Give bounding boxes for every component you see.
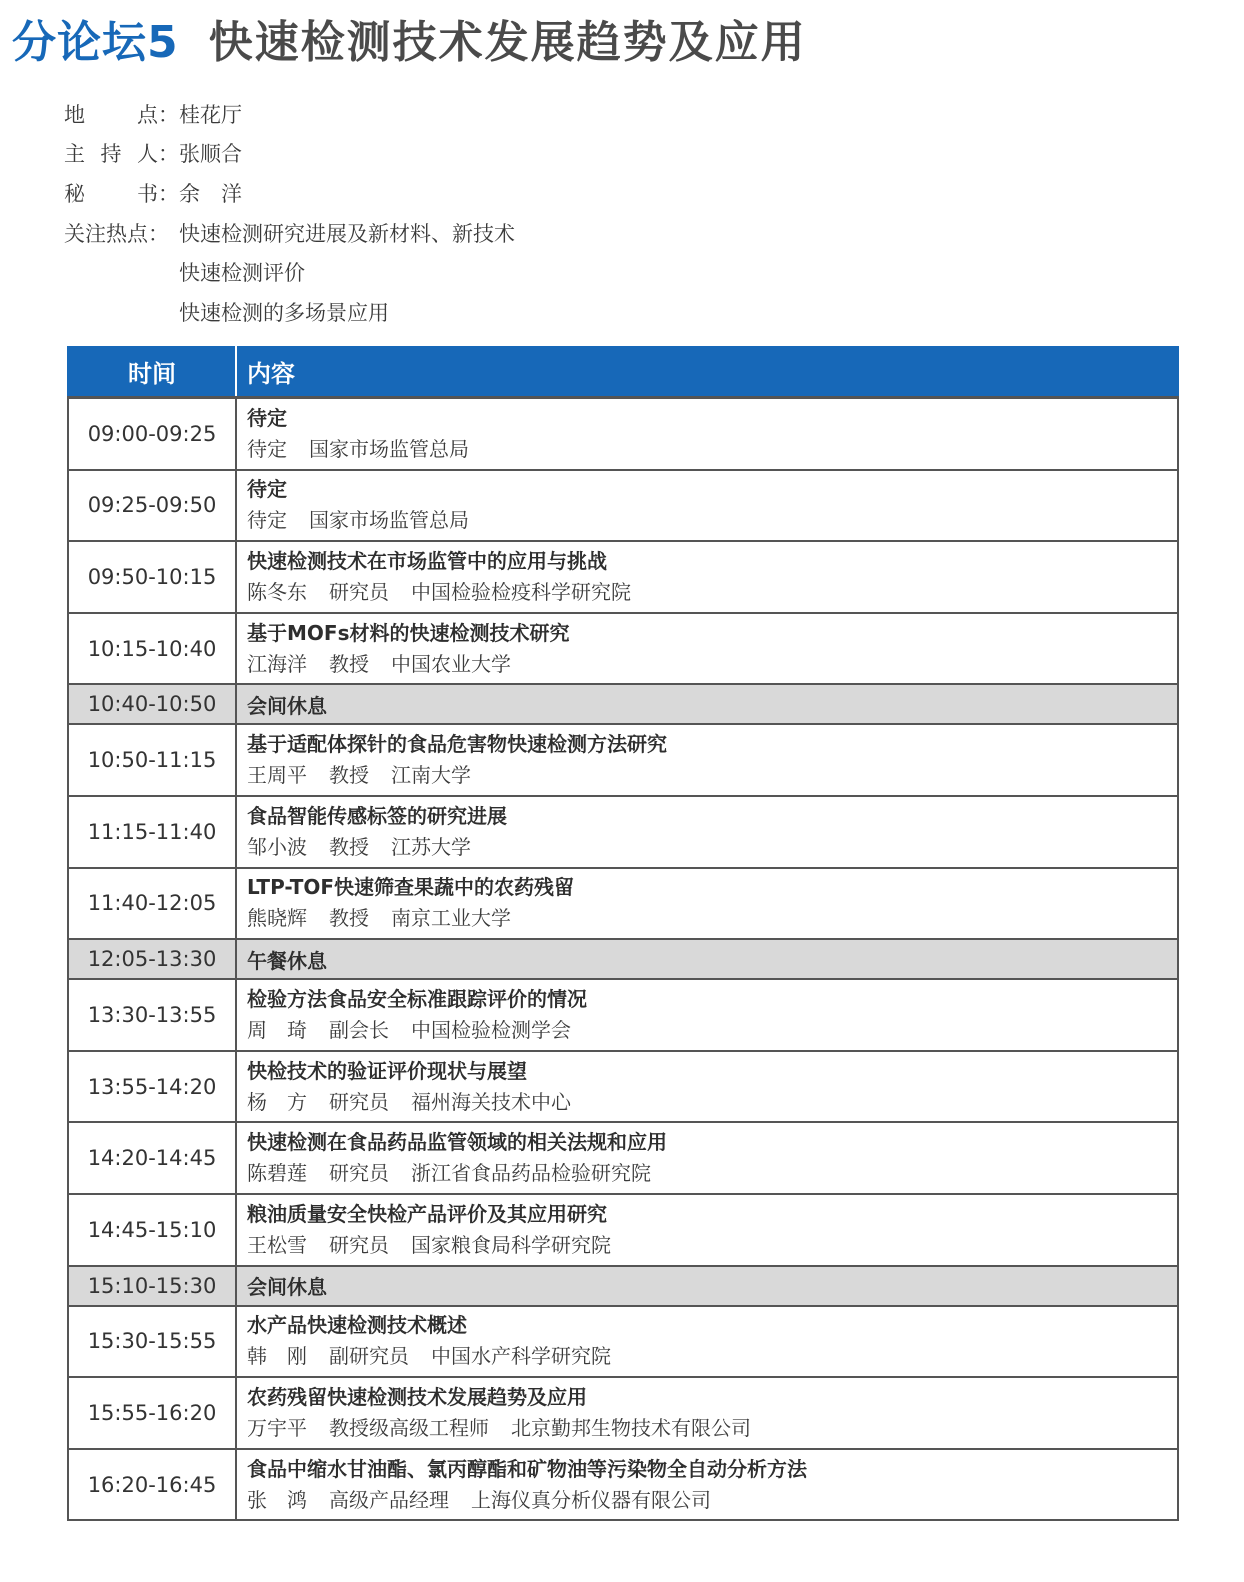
talk-row xyxy=(68,1377,1178,1449)
speaker-role: 教授 xyxy=(329,906,369,931)
talk-row xyxy=(68,1449,1178,1521)
talk-title: 农药残留快速检测技术发展趋势及应用 xyxy=(247,1384,587,1409)
speaker-name: 江海洋 xyxy=(247,651,307,676)
speaker-affiliation: 中国检验检测学会 xyxy=(411,1017,571,1042)
info-location xyxy=(64,94,515,134)
talk-title: 检验方法食品安全标准跟踪评价的情况 xyxy=(247,986,587,1011)
schedule-header-row xyxy=(68,346,1178,398)
speaker-affiliation: 上海仪真分析仪器有限公司 xyxy=(471,1487,711,1512)
time-cell: 10:15-10:40 xyxy=(68,613,236,685)
speaker-affiliation: 南京工业大学 xyxy=(391,906,511,931)
talk-cell xyxy=(236,541,1178,613)
break-label: 会间休息 xyxy=(247,693,327,718)
talk-title: 粮油质量安全快检产品评价及其应用研究 xyxy=(247,1201,607,1226)
break-label: 会间休息 xyxy=(247,1275,327,1300)
talk-cell xyxy=(236,1051,1178,1123)
time-cell: 09:25-09:50 xyxy=(68,470,236,542)
break-row xyxy=(68,1266,1178,1306)
schedule-table xyxy=(67,346,1179,1521)
break-cell xyxy=(236,1266,1178,1306)
talk-row xyxy=(68,868,1178,940)
talk-speaker xyxy=(247,902,1177,934)
talk-title: 待定 xyxy=(247,477,287,502)
talk-cell xyxy=(236,979,1178,1051)
talk-row xyxy=(68,613,1178,685)
talk-title: 基于适配体探针的食品危害物快速检测方法研究 xyxy=(247,732,667,757)
forum-topic: 快速检测技术发展趋势及应用 xyxy=(208,17,807,68)
talk-row xyxy=(68,979,1178,1051)
time-cell: 14:20-14:45 xyxy=(68,1122,236,1194)
break-cell xyxy=(236,684,1178,724)
info-topic-item: 快速检测评价 xyxy=(179,261,305,286)
time-cell: 16:20-16:45 xyxy=(68,1449,236,1521)
talk-speaker xyxy=(247,759,1177,791)
page-title xyxy=(12,8,807,68)
speaker-name: 张 鸿 xyxy=(247,1487,307,1512)
forum-number: 分论坛5 xyxy=(12,17,179,68)
speaker-affiliation: 中国检验检疫科学研究院 xyxy=(411,579,631,604)
info-topics xyxy=(64,213,515,253)
speaker-name: 邹小波 xyxy=(247,834,307,859)
info-host xyxy=(64,134,515,174)
speaker-role: 教授 xyxy=(329,651,369,676)
speaker-role: 研究员 xyxy=(329,1089,389,1114)
talk-speaker xyxy=(247,504,1177,536)
time-cell: 09:50-10:15 xyxy=(68,541,236,613)
talk-speaker xyxy=(247,433,1177,465)
talk-title: 食品中缩水甘油酯、氯丙醇酯和矿物油等污染物全自动分析方法 xyxy=(247,1456,807,1481)
talk-title: 基于MOFs材料的快速检测技术研究 xyxy=(247,620,570,645)
talk-row xyxy=(68,470,1178,542)
talk-speaker xyxy=(247,1484,1177,1516)
speaker-affiliation: 国家市场监管总局 xyxy=(309,508,469,533)
time-cell: 14:45-15:10 xyxy=(68,1194,236,1266)
time-cell: 11:40-12:05 xyxy=(68,868,236,940)
talk-cell xyxy=(236,1122,1178,1194)
speaker-affiliation: 中国水产科学研究院 xyxy=(431,1344,611,1369)
speaker-name: 王周平 xyxy=(247,763,307,788)
speaker-affiliation: 浙江省食品药品检验研究院 xyxy=(411,1161,651,1186)
talk-speaker xyxy=(247,1086,1177,1118)
speaker-name: 韩 刚 xyxy=(247,1344,307,1369)
speaker-role: 教授 xyxy=(329,834,369,859)
speaker-affiliation: 国家粮食局科学研究院 xyxy=(411,1232,611,1257)
info-topics-cont xyxy=(64,252,515,292)
time-cell: 13:55-14:20 xyxy=(68,1051,236,1123)
speaker-affiliation: 北京勤邦生物技术有限公司 xyxy=(511,1415,751,1440)
speaker-role: 高级产品经理 xyxy=(329,1487,449,1512)
speaker-role: 研究员 xyxy=(329,1232,389,1257)
speaker-affiliation: 国家市场监管总局 xyxy=(309,436,469,461)
speaker-name: 万宇平 xyxy=(247,1415,307,1440)
speaker-affiliation: 江南大学 xyxy=(391,763,471,788)
talk-cell xyxy=(236,398,1178,470)
time-cell: 09:00-09:25 xyxy=(68,398,236,470)
speaker-name: 王松雪 xyxy=(247,1232,307,1257)
break-label: 午餐休息 xyxy=(247,948,327,973)
time-cell: 13:30-13:55 xyxy=(68,979,236,1051)
talk-title: 快速检测技术在市场监管中的应用与挑战 xyxy=(247,548,607,573)
time-cell: 15:10-15:30 xyxy=(68,1266,236,1306)
talk-title: 快检技术的验证评价现状与展望 xyxy=(247,1058,527,1083)
speaker-name: 杨 方 xyxy=(247,1089,307,1114)
talk-title: 水产品快速检测技术概述 xyxy=(247,1313,467,1338)
speaker-role: 研究员 xyxy=(329,579,389,604)
talk-speaker xyxy=(247,1229,1177,1261)
header-content: 内容 xyxy=(236,346,1178,398)
talk-row xyxy=(68,398,1178,470)
talk-cell xyxy=(236,1194,1178,1266)
header-time: 时间 xyxy=(68,346,236,398)
time-cell: 11:15-11:40 xyxy=(68,796,236,868)
talk-title: LTP-TOF快速筛查果蔬中的农药残留 xyxy=(247,875,575,900)
speaker-role: 教授级高级工程师 xyxy=(329,1415,489,1440)
info-host-value: 张顺合 xyxy=(179,142,242,167)
time-cell: 10:40-10:50 xyxy=(68,684,236,724)
info-secretary xyxy=(64,173,515,213)
talk-speaker xyxy=(247,1157,1177,1189)
talk-speaker xyxy=(247,648,1177,680)
speaker-name: 周 琦 xyxy=(247,1017,307,1042)
talk-cell xyxy=(236,868,1178,940)
talk-row xyxy=(68,796,1178,868)
session-info xyxy=(64,94,515,332)
info-topic-item: 快速检测研究进展及新材料、新技术 xyxy=(179,221,515,246)
talk-row xyxy=(68,1122,1178,1194)
info-secretary-label: 秘 书： xyxy=(64,181,179,206)
talk-title: 待定 xyxy=(247,405,287,430)
info-topics-label: 关注热点： xyxy=(64,221,169,246)
talk-cell xyxy=(236,470,1178,542)
talk-row xyxy=(68,1051,1178,1123)
speaker-role: 教授 xyxy=(329,763,369,788)
schedule-body xyxy=(68,398,1178,1521)
break-cell xyxy=(236,939,1178,979)
talk-cell xyxy=(236,796,1178,868)
break-row xyxy=(68,939,1178,979)
speaker-name: 陈冬东 xyxy=(247,579,307,604)
break-row xyxy=(68,684,1178,724)
time-cell: 10:50-11:15 xyxy=(68,724,236,796)
info-secretary-value: 余 洋 xyxy=(179,181,242,206)
speaker-affiliation: 江苏大学 xyxy=(391,834,471,859)
talk-cell xyxy=(236,724,1178,796)
speaker-affiliation: 中国农业大学 xyxy=(391,651,511,676)
talk-row xyxy=(68,1306,1178,1378)
speaker-name: 待定 xyxy=(247,436,287,461)
speaker-role: 研究员 xyxy=(329,1161,389,1186)
info-topics-cont xyxy=(64,292,515,332)
talk-title: 食品智能传感标签的研究进展 xyxy=(247,803,507,828)
talk-speaker xyxy=(247,1014,1177,1046)
talk-row xyxy=(68,1194,1178,1266)
speaker-name: 待定 xyxy=(247,508,287,533)
talk-row xyxy=(68,724,1178,796)
talk-cell xyxy=(236,613,1178,685)
time-cell: 15:30-15:55 xyxy=(68,1306,236,1378)
time-cell: 12:05-13:30 xyxy=(68,939,236,979)
info-location-label: 地 点： xyxy=(64,102,179,127)
info-host-label: 主 持 人： xyxy=(64,142,179,167)
speaker-role: 副研究员 xyxy=(329,1344,409,1369)
info-topic-item: 快速检测的多场景应用 xyxy=(179,300,389,325)
talk-speaker xyxy=(247,576,1177,608)
talk-cell xyxy=(236,1377,1178,1449)
talk-cell xyxy=(236,1306,1178,1378)
talk-speaker xyxy=(247,831,1177,863)
talk-cell xyxy=(236,1449,1178,1521)
speaker-affiliation: 福州海关技术中心 xyxy=(411,1089,571,1114)
talk-row xyxy=(68,541,1178,613)
talk-speaker xyxy=(247,1340,1177,1372)
speaker-name: 熊晓辉 xyxy=(247,906,307,931)
time-cell: 15:55-16:20 xyxy=(68,1377,236,1449)
talk-speaker xyxy=(247,1412,1177,1444)
speaker-role: 副会长 xyxy=(329,1017,389,1042)
talk-title: 快速检测在食品药品监管领域的相关法规和应用 xyxy=(247,1130,667,1155)
info-location-value: 桂花厅 xyxy=(179,102,242,127)
speaker-name: 陈碧莲 xyxy=(247,1161,307,1186)
